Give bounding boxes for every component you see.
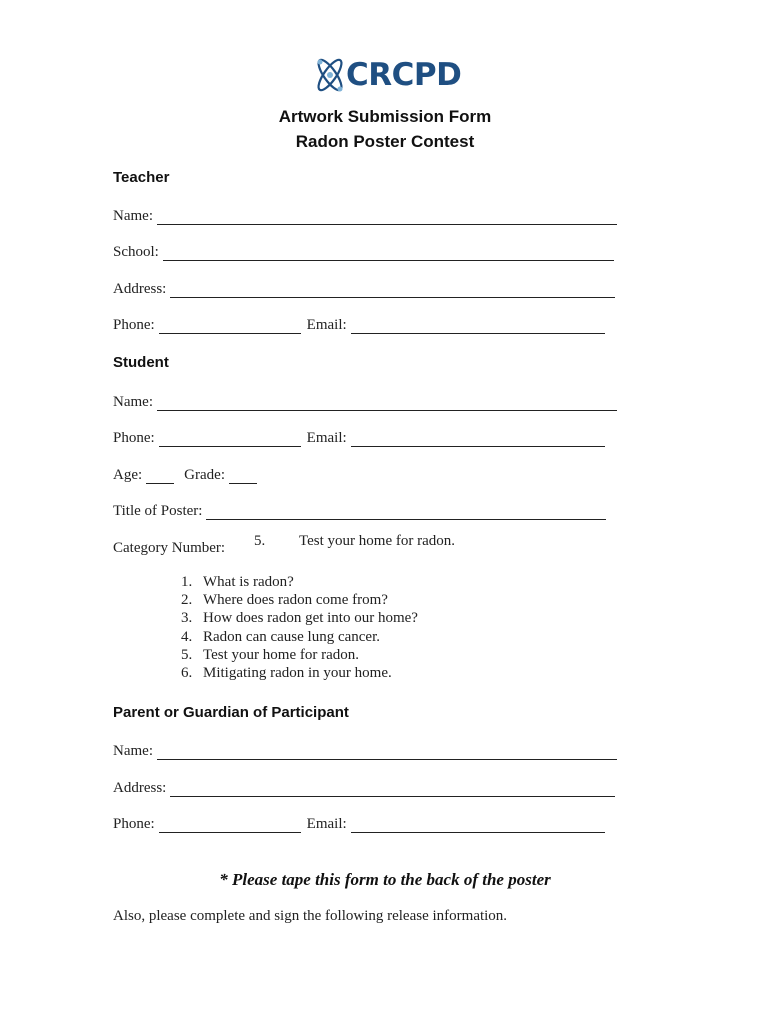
teacher-phone-label: Phone: [113, 317, 155, 333]
teacher-name-field [113, 205, 623, 225]
category-text-value[interactable]: Test your home for radon. [299, 533, 455, 549]
student-phone-label: Phone: [113, 430, 155, 446]
student-age-input[interactable] [146, 468, 174, 484]
student-age-label: Age: [113, 467, 143, 483]
list-item: 5. Test your home for radon. [181, 646, 359, 663]
student-name-label: Name: [113, 394, 153, 410]
poster-title-field [113, 500, 612, 520]
parent-address-label: Address: [113, 780, 167, 796]
teacher-school-input[interactable] [163, 245, 614, 261]
teacher-phone-email-field [113, 314, 611, 334]
list-item: 4. Radon can cause lung cancer. [181, 628, 381, 645]
student-age-grade-field [113, 464, 263, 484]
teacher-heading: Teacher [113, 169, 170, 186]
student-grade-input[interactable] [229, 468, 257, 484]
list-item: 6. Mitigating radon in your home. [181, 665, 392, 682]
list-item: 3. How does radon get into our home? [181, 610, 418, 627]
list-item: 1. What is radon? [181, 574, 294, 590]
category-label: Category Number: [113, 540, 226, 556]
student-grade-label: Grade: [184, 467, 225, 483]
teacher-phone-input[interactable] [159, 318, 301, 334]
closing-text: Also, please complete and sign the following release information. [113, 908, 508, 924]
parent-name-field [113, 740, 623, 760]
logo-text: CRCPD [346, 57, 462, 93]
teacher-address-input[interactable] [170, 282, 615, 298]
parent-name-label: Name: [113, 743, 153, 759]
list-item: 2. Where does radon come from? [181, 592, 388, 609]
tape-notice: * Please tape this form to the back of the poster [219, 870, 551, 889]
student-email-label: Email: [306, 430, 347, 446]
teacher-address-field [113, 278, 621, 298]
parent-email-label: Email: [306, 816, 347, 832]
category-field [113, 537, 225, 557]
parent-phone-label: Phone: [113, 816, 155, 832]
parent-address-field [113, 777, 621, 797]
teacher-address-label: Address: [113, 281, 167, 297]
teacher-email-label: Email: [306, 317, 347, 333]
parent-address-input[interactable] [170, 781, 615, 797]
student-name-input[interactable] [157, 395, 617, 411]
form-title: Artwork Submission Form [278, 107, 492, 126]
form-subtitle: Radon Poster Contest [295, 132, 475, 151]
category-list [181, 573, 418, 682]
student-name-field [113, 391, 623, 411]
poster-title-input[interactable] [206, 504, 606, 520]
teacher-email-input[interactable] [351, 318, 605, 334]
parent-email-input[interactable] [351, 817, 605, 833]
student-phone-input[interactable] [159, 431, 301, 447]
poster-title-label: Title of Poster: [113, 503, 203, 519]
parent-heading: Parent or Guardian of Participant [113, 704, 349, 721]
crcpd-logo [312, 52, 462, 98]
teacher-school-field [113, 241, 620, 261]
teacher-name-input[interactable] [157, 209, 617, 225]
teacher-name-label: Name: [113, 208, 153, 224]
parent-phone-email-field [113, 813, 611, 833]
teacher-school-label: School: [113, 244, 159, 260]
student-heading: Student [113, 354, 169, 371]
parent-name-input[interactable] [157, 744, 617, 760]
parent-phone-input[interactable] [159, 817, 301, 833]
category-number-value[interactable]: 5. [254, 533, 266, 549]
student-email-input[interactable] [351, 431, 605, 447]
student-phone-email-field [113, 427, 611, 447]
